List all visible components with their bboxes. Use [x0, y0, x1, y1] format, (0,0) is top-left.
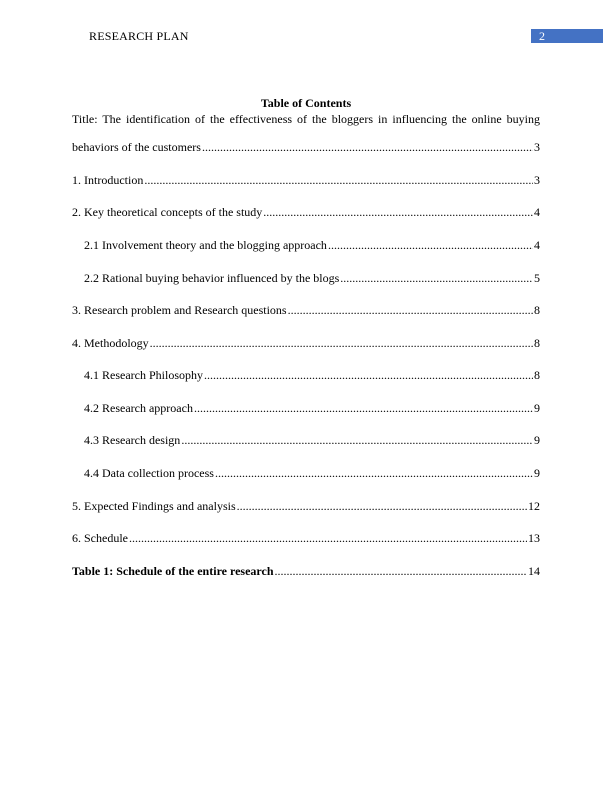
- toc-entry-page: 8: [534, 368, 540, 382]
- toc-leader: [275, 564, 527, 578]
- toc-entry-page: 13: [528, 531, 540, 545]
- toc-entry-key-concepts[interactable]: [72, 205, 540, 219]
- toc-entry-page: 8: [534, 336, 540, 350]
- toc-entry-label: 2.2 Rational buying behavior influenced by the blogs: [84, 271, 340, 285]
- toc-leader: [288, 303, 533, 317]
- toc-entry-page: 3: [534, 140, 540, 154]
- toc-entry-page: 9: [534, 433, 540, 447]
- toc-leader: [129, 531, 527, 545]
- toc-entry-methodology[interactable]: [72, 336, 540, 350]
- toc-leader: [328, 238, 533, 252]
- page-number: 2: [531, 29, 603, 43]
- toc-title-line-1: Title: The identification of the effectiveness of the bloggers in influencing the online buying: [72, 112, 540, 126]
- toc-leader: [340, 271, 533, 285]
- toc-entry-label: 4.3 Research design: [84, 433, 181, 447]
- toc-entry-page: 12: [528, 499, 540, 513]
- toc-leader: [194, 401, 533, 415]
- toc-entry-page: 14: [528, 564, 540, 578]
- toc-entry-table-1[interactable]: [72, 564, 540, 578]
- toc-entry-label: 6. Schedule: [72, 531, 128, 545]
- toc-entry-page: 3: [534, 173, 540, 187]
- toc-entry-research-approach[interactable]: [84, 401, 540, 415]
- toc-entry-label: 4.4 Data collection process: [84, 466, 214, 480]
- toc-entry-page: 4: [534, 238, 540, 252]
- toc-entry-rational-buying[interactable]: [84, 271, 540, 285]
- toc-heading: Table of Contents: [260, 96, 352, 110]
- running-head: RESEARCH PLAN: [89, 29, 189, 43]
- toc-entry-research-philosophy[interactable]: [84, 368, 540, 382]
- toc-entry-page: 9: [534, 466, 540, 480]
- toc-entry-page: 9: [534, 401, 540, 415]
- toc-entry-label: Table 1: Schedule of the entire research: [72, 564, 274, 578]
- toc-entry-label: 2.1 Involvement theory and the blogging approach: [84, 238, 327, 252]
- toc-entry-research-design[interactable]: [84, 433, 540, 447]
- toc-entry-research-problem[interactable]: [72, 303, 540, 317]
- toc-entry-label: 2. Key theoretical concepts of the study: [72, 205, 263, 219]
- toc-leader: [202, 140, 533, 154]
- toc-entry-title[interactable]: [72, 140, 540, 154]
- toc-entry-expected-findings[interactable]: [72, 499, 540, 513]
- toc-entry-label: 1. Introduction: [72, 173, 144, 187]
- toc-entry-label: 5. Expected Findings and analysis: [72, 499, 236, 513]
- toc-entry-involvement-theory[interactable]: [84, 238, 540, 252]
- toc-entry-schedule[interactable]: [72, 531, 540, 545]
- toc-entry-label: 4.2 Research approach: [84, 401, 193, 415]
- toc-entry-page: 5: [534, 271, 540, 285]
- toc-entry-data-collection[interactable]: [84, 466, 540, 480]
- toc-entry-label: 4.1 Research Philosophy: [84, 368, 203, 382]
- toc-leader: [204, 368, 533, 382]
- toc-leader: [150, 336, 533, 350]
- toc-entry-label: 4. Methodology: [72, 336, 149, 350]
- toc-leader: [144, 173, 533, 187]
- toc-entry-label: 3. Research problem and Research questions: [72, 303, 287, 317]
- toc-entry-page: 8: [534, 303, 540, 317]
- toc-leader: [181, 433, 533, 447]
- toc-entry-page: 4: [534, 205, 540, 219]
- toc-entry-introduction[interactable]: [72, 173, 540, 187]
- toc-entry-label: behaviors of the customers: [72, 140, 201, 154]
- toc-leader: [237, 499, 527, 513]
- toc-leader: [215, 466, 533, 480]
- toc-leader: [263, 205, 533, 219]
